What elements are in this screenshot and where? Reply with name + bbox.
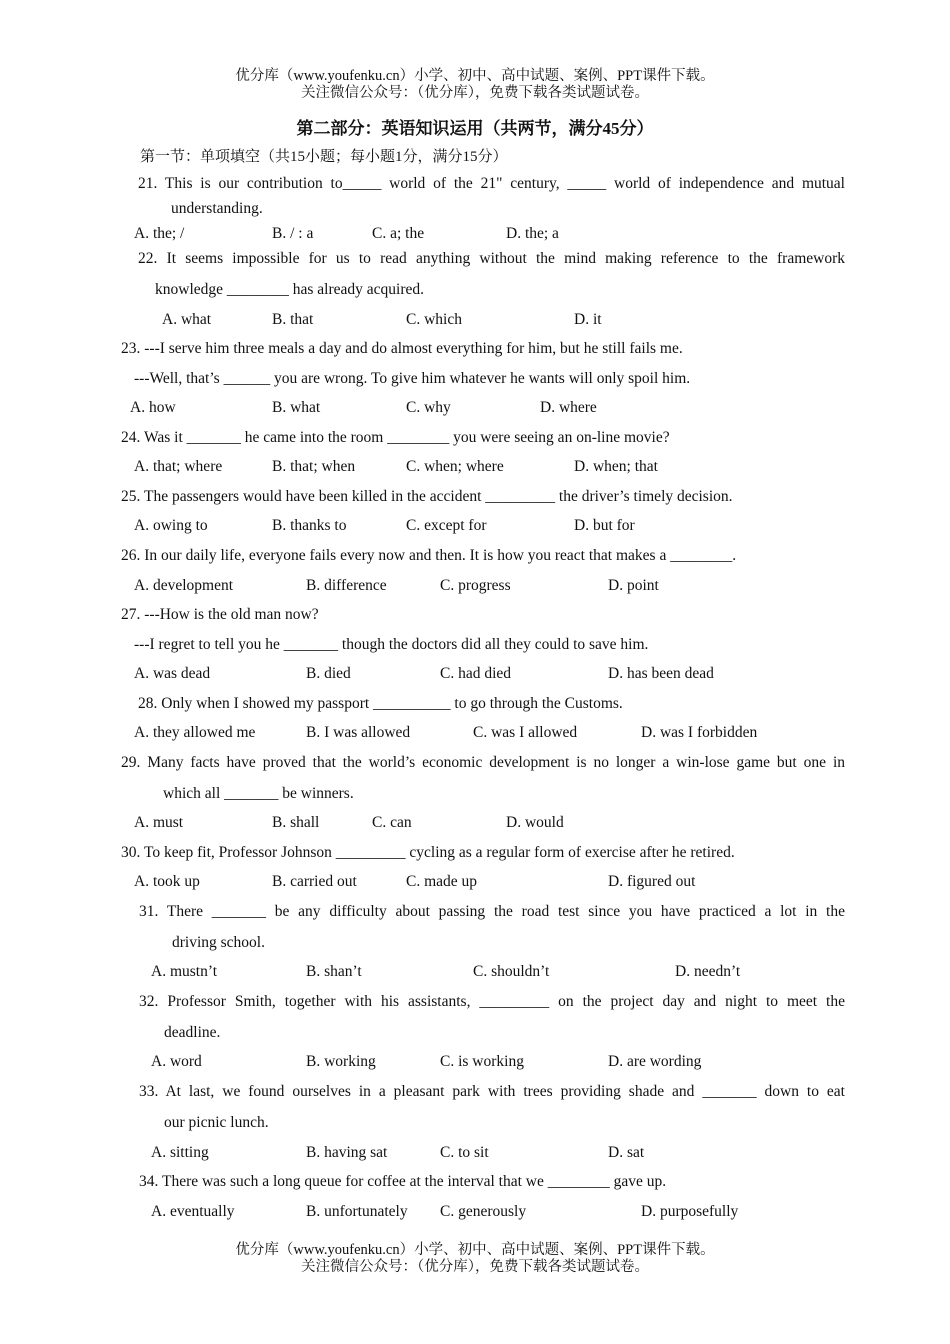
- q33-option-a: A. sitting: [151, 1144, 209, 1161]
- q27-option-b: B. died: [306, 665, 351, 682]
- q32-stem-cont: deadline.: [164, 1024, 221, 1041]
- header-line-2: 关注微信公众号：（优分库），免费下载各类试题试卷。: [301, 85, 649, 101]
- q33-stem: 33. At last, we found ourselves in a pleasant park with trees providing shade and _______ down to eat: [139, 1083, 845, 1100]
- q33-option-d: D. sat: [608, 1144, 645, 1161]
- q25-option-b: B. thanks to: [272, 517, 347, 534]
- q26-option-a: A. development: [134, 577, 234, 594]
- subsection-title: 第一节：单项填空（共15小题；每小题1分，满分15分）: [140, 149, 508, 165]
- q23-stem-cont: ---Well, that’s ______ you are wrong. To give him whatever he wants will only spoil him.: [134, 370, 691, 387]
- q33-stem-cont: our picnic lunch.: [164, 1114, 269, 1131]
- q32-option-a: A. word: [151, 1053, 202, 1070]
- q31-option-a: A. mustn’t: [151, 963, 218, 980]
- q30-option-d: D. figured out: [608, 873, 696, 890]
- q34-option-d: D. purposefully: [641, 1203, 739, 1220]
- q24-option-a: A. that; where: [134, 458, 223, 475]
- q28-stem: 28. Only when I showed my passport __________ to go through the Customs.: [138, 695, 623, 712]
- q32-option-b: B. working: [306, 1053, 376, 1070]
- q29-stem-cont: which all _______ be winners.: [163, 785, 354, 802]
- q27-stem: 27. ---How is the old man now?: [121, 606, 319, 623]
- q24-option-d: D. when; that: [574, 458, 658, 475]
- q30-option-a: A. took up: [134, 873, 200, 890]
- footer-line-1: 优分库（www.youfenku.cn）小学、初中、高中试题、案例、PPT课件下载。: [235, 1242, 715, 1258]
- q30-option-c: C. made up: [406, 873, 478, 890]
- q28-option-d: D. was I forbidden: [641, 724, 758, 741]
- q33-option-b: B. having sat: [306, 1144, 388, 1161]
- section-title: 第二部分：英语知识运用（共两节，满分45分）: [296, 119, 654, 138]
- q26-option-d: D. point: [608, 577, 659, 594]
- q31-stem-cont: driving school.: [172, 934, 265, 951]
- q22-option-a: A. what: [162, 311, 212, 328]
- q25-option-c: C. except for: [406, 517, 487, 534]
- footer-line-2: 关注微信公众号：（优分库），免费下载各类试题试卷。: [301, 1259, 649, 1275]
- q23-option-b: B. what: [272, 399, 321, 416]
- q23-option-a: A. how: [130, 399, 176, 416]
- q22-option-d: D. it: [574, 311, 602, 328]
- q34-option-b: B. unfortunately: [306, 1203, 408, 1220]
- q24-stem: 24. Was it _______ he came into the room ________ you were seeing an on-line movie?: [121, 429, 670, 446]
- q24-option-b: B. that; when: [272, 458, 356, 475]
- q21-stem-cont: understanding.: [171, 200, 263, 217]
- header-line-1: 优分库（www.youfenku.cn）小学、初中、高中试题、案例、PPT课件下载。: [235, 68, 715, 84]
- q28-option-c: C. was I allowed: [473, 724, 578, 741]
- q21-option-c: C. a; the: [372, 225, 425, 242]
- q34-option-c: C. generously: [440, 1203, 527, 1220]
- q27-option-a: A. was dead: [134, 665, 211, 682]
- q28-option-b: B. I was allowed: [306, 724, 411, 741]
- q34-stem: 34. There was such a long queue for coffee at the interval that we ________ gave up.: [139, 1173, 667, 1190]
- q29-option-d: D. would: [506, 814, 564, 831]
- q31-option-d: D. needn’t: [675, 963, 741, 980]
- q26-option-b: B. difference: [306, 577, 387, 594]
- q34-option-a: A. eventually: [151, 1203, 235, 1220]
- q25-option-d: D. but for: [574, 517, 635, 534]
- q29-option-c: C. can: [372, 814, 412, 831]
- q26-stem: 26. In our daily life, everyone fails every now and then. It is how you react that makes a ________.: [121, 547, 737, 564]
- q26-option-c: C. progress: [440, 577, 511, 594]
- q32-option-c: C. is working: [440, 1053, 524, 1070]
- q32-option-d: D. are wording: [608, 1053, 702, 1070]
- q24-option-c: C. when; where: [406, 458, 504, 475]
- q21-option-a: A. the; /: [134, 225, 185, 242]
- q30-stem: 30. To keep fit, Professor Johnson _________ cycling as a regular form of exercise after he retired.: [121, 844, 735, 861]
- q29-option-b: B. shall: [272, 814, 320, 831]
- q22-stem: 22. It seems impossible for us to read anything without the mind making reference to the framework: [138, 250, 845, 267]
- q27-option-c: C. had died: [440, 665, 512, 682]
- q21-stem: 21. This is our contribution to_____ world of the 21" century, _____ world of independence and mutual: [138, 175, 845, 192]
- q27-stem-cont: ---I regret to tell you he _______ though the doctors did all they could to save him.: [134, 636, 649, 653]
- q27-option-d: D. has been dead: [608, 665, 714, 682]
- q30-option-b: B. carried out: [272, 873, 357, 890]
- q21-option-d: D. the; a: [506, 225, 559, 242]
- q32-stem: 32. Professor Smith, together with his assistants, _________ on the project day and night to meet the: [139, 993, 845, 1010]
- q23-option-c: C. why: [406, 399, 451, 416]
- q25-stem: 25. The passengers would have been killed in the accident _________ the driver’s timely decision.: [121, 488, 733, 505]
- q31-option-c: C. shouldn’t: [473, 963, 550, 980]
- q23-option-d: D. where: [540, 399, 597, 416]
- q25-option-a: A. owing to: [134, 517, 208, 534]
- q22-option-b: B. that: [272, 311, 314, 328]
- q31-option-b: B. shan’t: [306, 963, 362, 980]
- q29-option-a: A. must: [134, 814, 184, 831]
- q33-option-c: C. to sit: [440, 1144, 489, 1161]
- q29-stem: 29. Many facts have proved that the world’s economic development is no longer a win-lose game but one in: [121, 754, 845, 771]
- q21-option-b: B. / : a: [272, 225, 314, 242]
- q31-stem: 31. There _______ be any difficulty about passing the road test since you have practiced a lot in the: [139, 903, 845, 920]
- q23-stem: 23. ---I serve him three meals a day and do almost everything for him, but he still fails me.: [121, 340, 683, 357]
- q22-option-c: C. which: [406, 311, 462, 328]
- q22-stem-cont: knowledge ________ has already acquired.: [155, 281, 425, 298]
- q28-option-a: A. they allowed me: [134, 724, 256, 741]
